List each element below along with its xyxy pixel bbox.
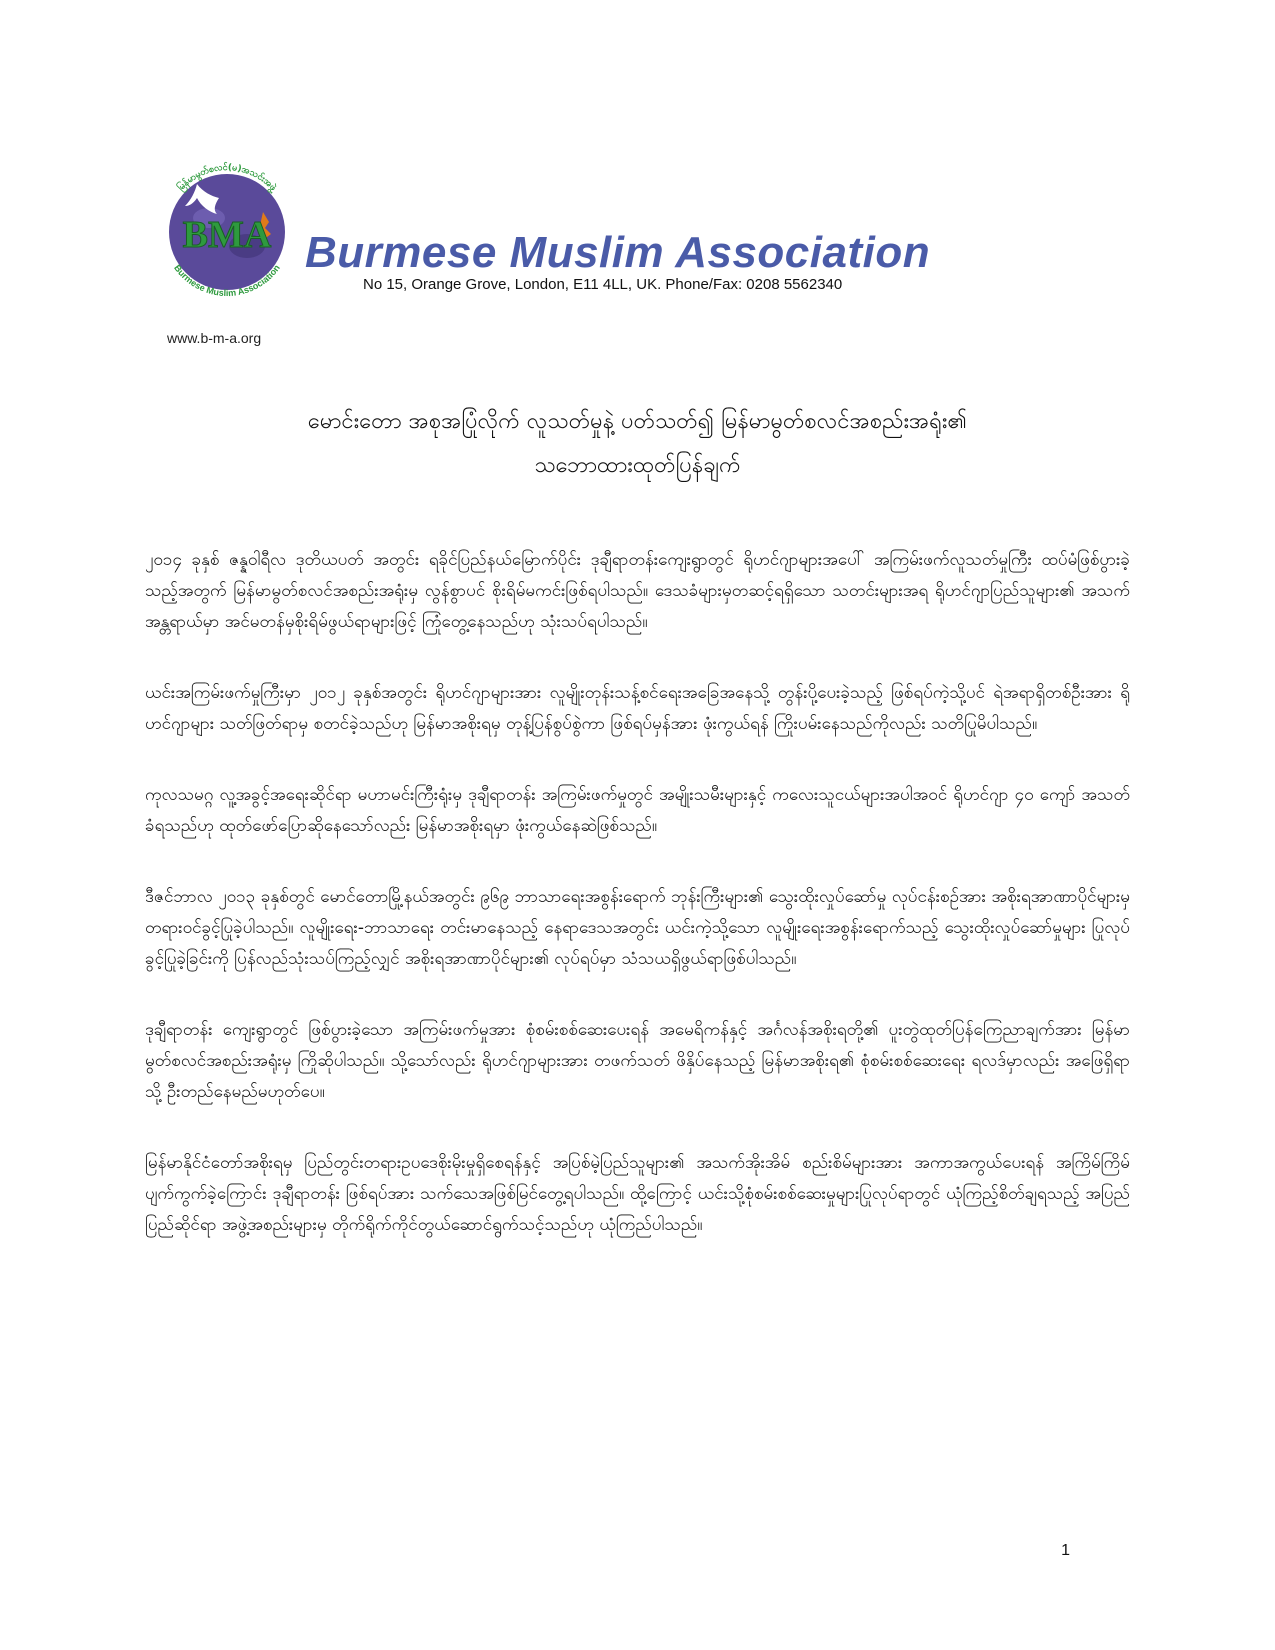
bma-logo bbox=[145, 148, 310, 313]
paragraph-4: ဒီဇင်ဘာလ ၂၀၁၃ ခုနှစ်တွင် မောင်တောမြို့နယ်အတွင်း ၉၆၉ ဘာသာရေးအစွန်းရောက် ဘုန်းကြီးများ၏ သွေးထိုးလှုပ်ဆော်မှု လုပ်ငန်းစဉ်အား အစိုးရအာဏာပိုင်များမှ တရားဝင်ခွင့်ပြုခဲ့ပါသည်။ လူမျိုးရေး-ဘာသာရေး တင်းမာနေသည့် နေရာဒေသအတွင်း ယင်းကဲ့သို့သော လူမျိုးရေးအစွန်းရောက်သည့် သွေးထိုးလှုပ်ဆော်မှုများ ပြုလုပ်ခွင့်ပြုခဲ့ခြင်းကို ပြန်လည်သုံးသပ်ကြည့်လျှင် အစိုးရအာဏာပိုင်များ၏ လုပ်ရပ်မှာ သံသယရှိဖွယ်ရာဖြစ်ပါသည်။ bbox=[145, 887, 1130, 969]
document-title bbox=[145, 400, 1130, 488]
website-link[interactable]: www.b-m-a.org bbox=[167, 330, 262, 346]
organization-name: Burmese Muslim Association bbox=[305, 228, 931, 277]
title-line-1: မောင်းတော အစုအပြုံလိုက် လူသတ်မှုနဲ့ ပတ်သတ်၍ မြန်မာမွတ်စလင်အစည်းအရုံး၏ bbox=[307, 409, 968, 434]
letterhead bbox=[145, 148, 995, 348]
paragraph-1: ၂၀၁၄ ခုနှစ် ဇန္နဝါရီလ ဒုတိယပတ် အတွင်း ရခိုင်ပြည်နယ်မြောက်ပိုင်း ဒုချီရာတန်းကျေးရွာတွင် ရိုဟင်ဂျာများအပေါ် အကြမ်းဖက်လူသတ်မှုကြီး ထပ်မံဖြစ်ပွားခဲ့သည့်အတွက် မြန်မာမွတ်စလင်အစည်းအရုံးမှ လွန်စွာပင် စိုးရိမ်မကင်းဖြစ်ရပါသည်။ ဒေသခံများမှတဆင့်ရရှိသော သတင်းများအရ ရိုဟင်ဂျာပြည်သူများ၏ အသက်အန္တရာယ်မှာ အင်မတန်မှစိုးရိမ်ဖွယ်ရာများဖြင့် ကြုံတွေ့နေသည်ဟု သုံးသပ်ရပါသည်။ bbox=[145, 550, 1130, 632]
paragraph-6: မြန်မာနိုင်ငံတော်အစိုးရမှ ပြည်တွင်းတရားဥပဒေစိုးမိုးမှုရှိစေရန်နှင့် အပြစ်မဲ့ပြည်သူများ၏ အသက်အိုးအိမ် စည်းစိမ်များအား အကာအကွယ်ပေးရန် အကြိမ်ကြိမ်ပျက်ကွက်ခဲ့ကြောင်း ဒုချီရာတန်း ဖြစ်ရပ်အား သက်သေအဖြစ်မြင်တွေ့ရပါသည်။ ထို့ကြောင့် ယင်းသို့စုံစမ်းစစ်ဆေးမှုများပြုလုပ်ရာတွင် ယုံကြည့်စိတ်ချရသည့် အပြည်ပြည်ဆိုင်ရာ အဖွဲ့အစည်းများမှ တိုက်ရိုက်ကိုင်တွယ်ဆောင်ရွက်သင့်သည်ဟု ယုံကြည်ပါသည်။ bbox=[145, 1153, 1130, 1235]
organization-address: No 15, Orange Grove, London, E11 4LL, UK. Phone/Fax: 0208 5562340 bbox=[363, 276, 843, 293]
paragraph-3: ကုလသမဂ္ဂ လူ့အခွင့်အရေးဆိုင်ရာ မဟာမင်းကြီးရုံးမှ ဒုချီရာတန်း အကြမ်းဖက်မှုတွင် အမျိုးသမီးများနှင့် ကလေးသူငယ်များအပါအဝင် ရိုဟင်ဂျာ ၄၀ ကျော် အသတ်ခံရသည်ဟု ထုတ်ဖော်ပြောဆိုနေသော်လည်း မြန်မာအစိုးရမှာ ဖုံးကွယ်နေဆဲဖြစ်သည်။ bbox=[145, 785, 1130, 836]
logo-ring-top-text: မြန်မာမွတ်စလင်(မ)အသင်းအဖွဲ့ bbox=[176, 162, 278, 194]
document-body bbox=[145, 545, 1130, 1281]
logo-bma-text: BMA bbox=[182, 214, 272, 256]
title-line-2: သဘောထားထုတ်ပြန်ချက် bbox=[534, 453, 741, 478]
page-number: 1 bbox=[1061, 1542, 1070, 1559]
paragraph-2: ယင်းအကြမ်းဖက်မှုကြီးမှာ ၂၀၁၂ ခုနှစ်အတွင်း ရိုဟင်ဂျာများအား လူမျိုးတုန်းသန့်စင်ရေးအခြေအနေသို့ တွန်းပို့ပေးခဲ့သည့် ဖြစ်ရပ်ကဲ့သို့ပင် ရဲအရာရှိတစ်ဦးအား ရိုဟင်ဂျာများ သတ်ဖြတ်ရာမှ စတင်ခဲ့သည်ဟု မြန်မာအစိုးရမှ တုန့်ပြန်စွပ်စွဲကာ ဖြစ်ရပ်မှန်အား ဖုံးကွယ်ရန် ကြိုးပမ်းနေသည်ကိုလည်း သတိပြုမိပါသည်။ bbox=[145, 683, 1130, 734]
paragraph-5: ဒုချီရာတန်း ကျေးရွာတွင် ဖြစ်ပွားခဲ့သော အကြမ်းဖက်မှုအား စုံစမ်းစစ်ဆေးပေးရန် အမေရိကန်နှင့် အင်္ဂလန်အစိုးရတို့၏ ပူးတွဲထုတ်ပြန်ကြေညာချက်အား မြန်မာမွတ်စလင်အစည်းအရုံးမှ ကြိုဆိုပါသည်။ သို့သော်လည်း ရိုဟင်ဂျာများအား တဖက်သတ် ဖိနှိပ်နေသည့် မြန်မာအစိုးရ၏ စုံစမ်းစစ်ဆေးရေး ရလဒ်မှာလည်း အဖြေရှိရာသို့ ဦးတည်နေမည်မဟုတ်ပေ။ bbox=[145, 1020, 1130, 1102]
logo-ring-bottom-text: Burmese Muslim Association bbox=[172, 262, 282, 299]
